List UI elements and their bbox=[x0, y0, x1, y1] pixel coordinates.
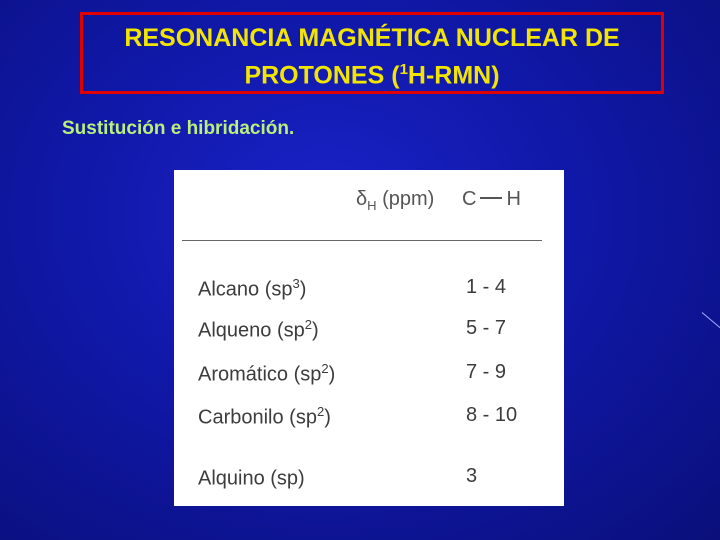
table-row: Alcano $(sp^3)$ 1 - 4 bbox=[198, 276, 507, 301]
table-row: Alqueno $(sp^2)$ 5 - 7 bbox=[198, 317, 507, 342]
decorative-line bbox=[702, 312, 720, 329]
shift-range: 7 - 9 bbox=[466, 361, 507, 383]
header-chemical-shift: $\delta_H$ (ppm) bbox=[356, 188, 435, 213]
bond-dash bbox=[480, 197, 502, 199]
title-line-2: PROTONES ($^1$H-RMN) bbox=[244, 61, 500, 90]
shift-range: 8 - 10 bbox=[466, 404, 518, 426]
shift-table-image bbox=[174, 170, 564, 506]
slide-subtitle: Sustitución e hibridación. bbox=[62, 118, 295, 139]
table-row: Carbonilo $(sp^2)$ 8 - 10 bbox=[198, 404, 518, 429]
title-superscript: 1 bbox=[399, 61, 408, 78]
title-line-1: RESONANCIA MAGNÉTICA NUCLEAR DE bbox=[124, 24, 620, 52]
header-bond: C H bbox=[462, 188, 521, 210]
table-row: Aromático $(sp^2)$ 7 - 9 bbox=[198, 361, 507, 386]
shift-range: 3 bbox=[466, 465, 478, 487]
shift-range: 1 - 4 bbox=[466, 276, 507, 298]
shift-range: 5 - 7 bbox=[466, 317, 507, 339]
slide-title bbox=[80, 12, 664, 94]
table-row: Alquino (sp) 3 bbox=[198, 465, 478, 490]
header-divider bbox=[182, 240, 542, 241]
